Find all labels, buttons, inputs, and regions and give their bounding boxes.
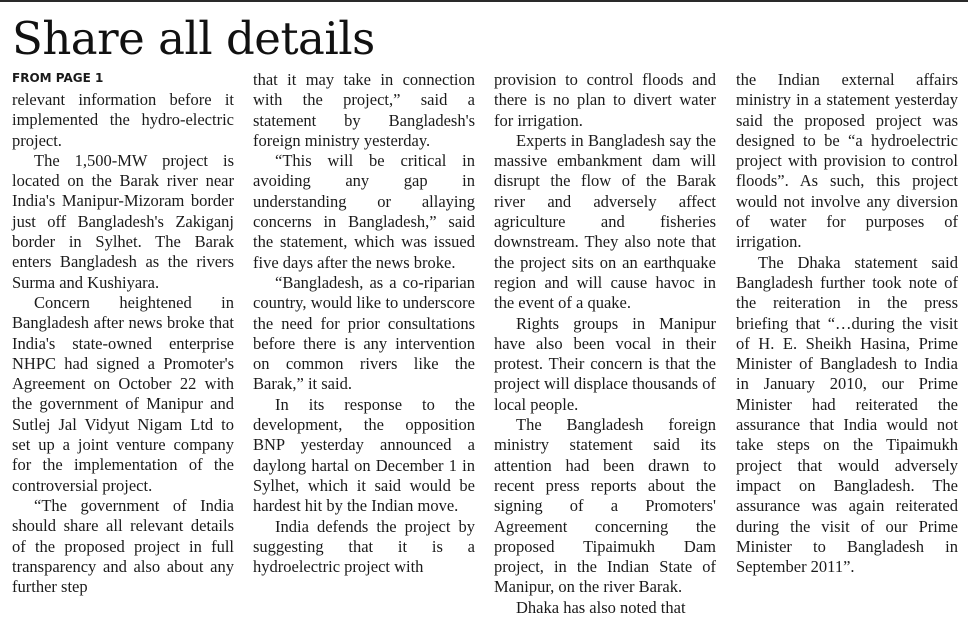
paragraph: Dhaka has also noted that [516, 597, 686, 617]
article-column-1 [12, 90, 234, 597]
paragraph: The 1,500-MW project is located on the Barak river near India's Manipur-Mizoram border just off Bangladesh's Zakiganj border in Sylhet. The Barak enters Bangladesh as the rivers Surma and Kushiyara. [12, 150, 234, 292]
paragraph: “This will be critical in avoiding any gap in understanding or allaying concerns in Bangladesh,” said the statement, which was issued five days after the news broke. [253, 151, 475, 272]
paragraph: the Indian external affairs ministry in a statement yesterday said the proposed project was designed to be “a hydroelectric project with provision to control floods”. As such, this project would not involve any diversion of water for purposes of irrigation. [736, 70, 958, 252]
paragraph: provision to control floods and there is no plan to divert water for irrigation. [494, 70, 716, 130]
paragraph: Concern heightened in Bangladesh after news broke that India's state-owned enterprise NHPC had signed a Promoter's Agreement on October 22 with the government of Manipur and Sutlej Jal Vidyut Nigam Ltd to set up a joint venture company for the implementation of the controversial project. [12, 292, 234, 495]
top-rule [0, 0, 968, 2]
article-column-2 [253, 70, 475, 577]
headline: Share all details [12, 12, 375, 65]
paragraph: relevant information before it implemented the hydro-electric project. [12, 90, 234, 150]
paragraph: Experts in Bangladesh say the massive embankment dam will disrupt the flow of the Barak river and adversely affect agriculture and fisheries downstream. They also note that the project sits on an earthquake region and will cause havoc in the event of a quake. [494, 130, 716, 313]
article-column-3 [494, 70, 716, 618]
paragraph: India defends the project by suggesting that it is a hydroelectric project with [253, 516, 475, 577]
article-column-4 [736, 70, 958, 577]
paragraph: In its response to the development, the opposition BNP yesterday announced a daylong hartal on December 1 in Sylhet, which it said would be hardest hit by the Indian move. [253, 394, 475, 516]
paragraph: that it may take in connection with the project,” said a statement by Bangladesh's foreign ministry yesterday. [253, 70, 475, 150]
continued-from-kicker: FROM PAGE 1 [12, 71, 104, 85]
paragraph: The Dhaka statement said Bangladesh further took note of the reiteration in the press briefing that “…during the visit of H. E. Sheikh Hasina, Prime Minister of Bangladesh to India in January 2010, our Prime Minister had reiterated the assurance that India would not take steps on the Tipaimukh project that would adversely impact on Bangladesh. The assurance was again reiterated during the visit of our Prime Minister to Bangladesh in September 2011”. [736, 252, 958, 577]
paragraph: The Bangladesh foreign ministry statement said its attention had been drawn to recent press reports about the signing of a Promoters' Agreement concerning the proposed Tipaimukh Dam project, in the Indian State of Manipur, on the river Barak. [494, 415, 716, 597]
paragraph: Rights groups in Manipur have also been vocal in their protest. Their concern is that the project will displace thousands of local people. [494, 313, 716, 414]
paragraph: “Bangladesh, as a co-riparian country, would like to underscore the need for prior consultations before there is any intervention on common rivers like the Barak,” it said. [253, 272, 475, 394]
paragraph: “The government of India should share all relevant details of the proposed project in full transparency and also about any further step [12, 495, 234, 597]
